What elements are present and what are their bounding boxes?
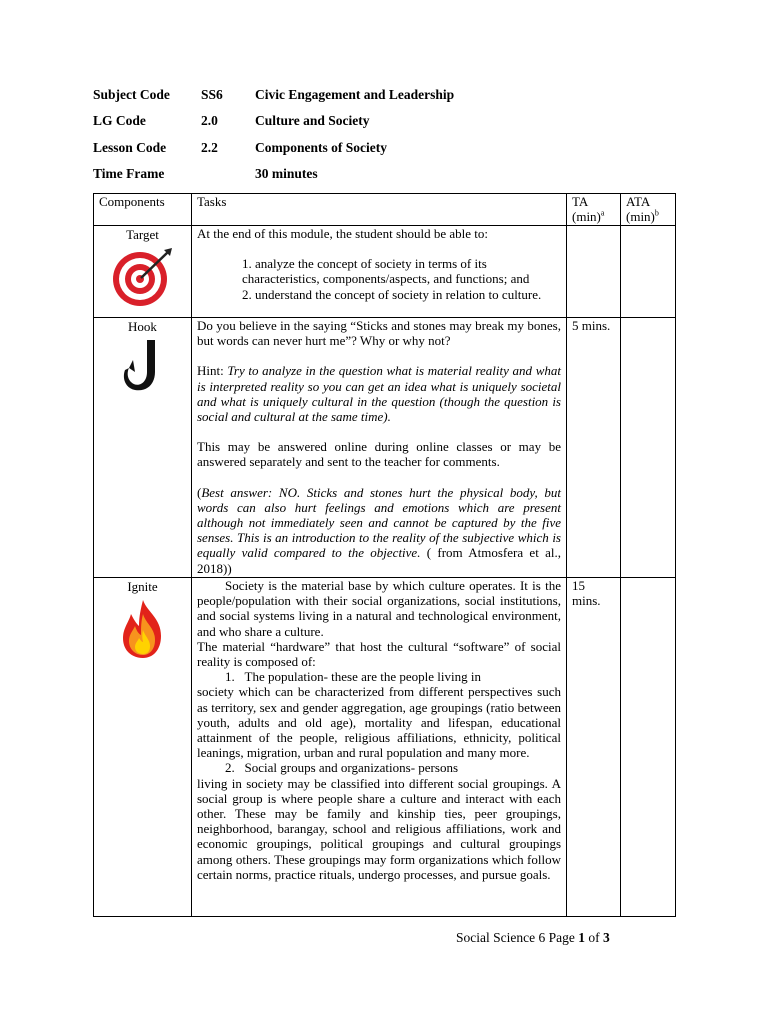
hook-component-cell (94, 318, 192, 578)
ignite-item-groups-body: living in society may be classified into different social groupings. A social group is where people share a culture and interact with each other. These may be family and kinship ties, peer groupings, neighborhood, barangay, school and religious affiliations, work and economic groupings, political groupings and cultural groupings among others. These groupings may form organizations which follow certain norms, practice rituals, undergo processes, and pursue goals. (197, 775, 561, 882)
target-ta-cell (567, 226, 621, 318)
page-footer (456, 930, 610, 946)
target-component-cell (94, 226, 192, 318)
ta-header-unit: (min) (572, 209, 601, 225)
table-row-target (94, 226, 676, 318)
lesson-code-value: 2.2 (201, 139, 218, 155)
ignite-item-population-body: society which can be characterized from different perspectives such as territory, sex and gender aggregation, age groupings (ratio between youth, adults and old age), mortality and lifespan, educational attainment of the people, religious affiliations, ethnicity, political leanings, migration, urban and rural population and many more. (197, 684, 561, 761)
components-header: Components (94, 194, 192, 226)
tasks-header: Tasks (192, 194, 567, 226)
lg-code-label: LG Code (93, 113, 146, 129)
hook-ata-cell (621, 318, 676, 578)
target-label: Target (126, 227, 159, 242)
footer-page-number: 1 (578, 930, 585, 945)
ata-header-label: ATA (626, 194, 651, 209)
time-frame-label: Time Frame (93, 165, 165, 181)
ata-header-sup: b (654, 208, 659, 218)
hook-best-answer (197, 485, 561, 576)
ta-header-sup: a (600, 208, 605, 218)
target-icon (110, 246, 176, 308)
target-objective-1: 1. analyze the concept of society in terms of its characteristics, components/aspects, and functions; and (242, 256, 530, 287)
lesson-code-label: Lesson Code (93, 139, 167, 155)
target-ata-cell (621, 226, 676, 318)
flame-icon (119, 598, 167, 660)
table-header-row (94, 194, 676, 226)
hook-tasks-cell (192, 318, 567, 578)
ignite-item-population-head: 1. The population- these are the people living in (225, 669, 481, 685)
ata-header-unit: (min) (626, 209, 655, 225)
target-intro: At the end of this module, the student should be able to: (197, 226, 489, 241)
table-row-hook (94, 318, 676, 578)
ignite-label: Ignite (127, 579, 158, 594)
target-objective-2: 2. understand the concept of society in relation to culture. (242, 286, 542, 302)
ignite-component-cell (94, 578, 192, 917)
hook-icon (123, 338, 163, 392)
ignite-para-hardware: The material “hardware” that host the cultural “software” of social reality is composed of: (197, 638, 561, 670)
ta-header (567, 194, 621, 226)
footer-of: of (584, 930, 603, 945)
footer-prefix: Social Science 6 Page (456, 930, 579, 945)
table-row-ignite (94, 578, 676, 917)
lg-code-value: 2.0 (201, 113, 218, 129)
hook-hint-text: Try to analyze in the question what is material reality and what is interpreted reality so you can get an idea what is uniquely societal and what is uniquely cultural in the question (though the question is social and cultural at the same time). (197, 363, 561, 425)
hook-ta-cell: 5 mins. (567, 318, 621, 578)
hook-question: Do you believe in the saying “Sticks and stones may break my bones, but words can never hurt me”? Why or why not? (197, 318, 561, 349)
ignite-ata-cell (621, 578, 676, 917)
subject-code-label: Subject Code (93, 87, 170, 102)
hook-hint (197, 363, 561, 424)
ta-header-label: TA (572, 194, 589, 209)
lg-title: Culture and Society (255, 113, 370, 129)
lesson-table (93, 193, 676, 917)
time-frame-value: 30 minutes (255, 165, 318, 181)
ata-header (621, 194, 676, 226)
hook-online-note: This may be answered online during online classes or may be answered separately and sent to the teacher for comments. (197, 439, 561, 470)
footer-page-total: 3 (602, 930, 610, 945)
subject-code-value: SS6 (201, 87, 223, 102)
hook-hint-label: Hint: (197, 363, 228, 379)
hook-answer-text: Best answer: NO. Sticks and stones hurt the physical body, but words can also hurt feelings and emotions which are present although not immediately seen and cannot be captured by the five senses. This is an introduction to the reality of the subjective which is equally valid compared to the objective. (197, 484, 561, 561)
hook-label: Hook (128, 319, 157, 334)
lesson-title: Components of Society (255, 139, 387, 155)
ignite-para-society: Society is the material base by which culture operates. It is the people/population with their social organizations, social institutions, and social systems living in a natural and technological environment, and who share a culture. (197, 578, 561, 639)
ignite-item-groups-head: 2. Social groups and organizations- persons (225, 760, 458, 776)
ignite-ta-cell: 15 mins. (567, 578, 621, 917)
ignite-tasks-cell (192, 578, 567, 917)
hook-answer-open: ( (197, 484, 202, 500)
hook-answer-citation: ( from Atmosfera et al., 2018)) (197, 545, 561, 576)
target-tasks-cell (192, 226, 567, 318)
subject-title: Civic Engagement and Leadership (255, 87, 455, 102)
